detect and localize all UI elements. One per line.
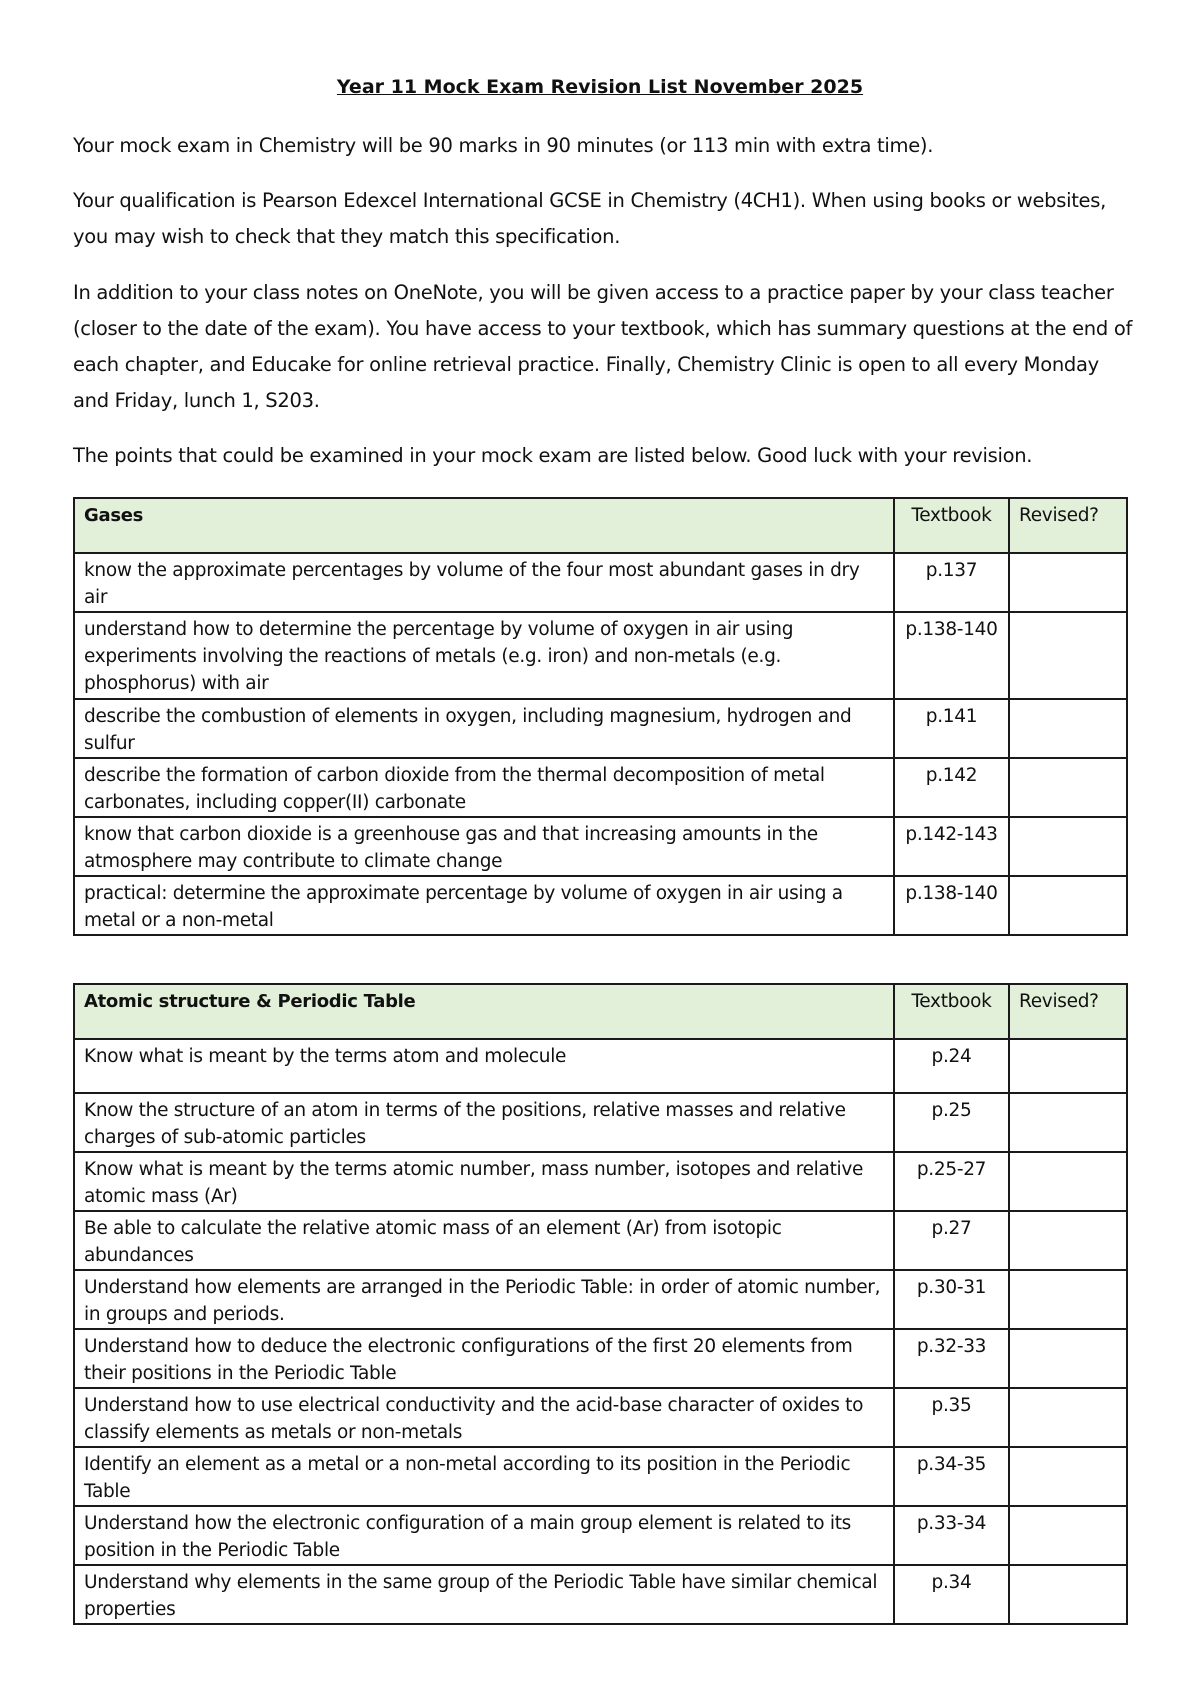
table-header-row	[74, 984, 1127, 1039]
textbook-page-ref: p.32-33	[894, 1329, 1009, 1388]
table-row	[74, 553, 1127, 612]
table-row	[74, 1152, 1127, 1211]
revised-checkbox-cell[interactable]	[1009, 758, 1127, 817]
table-row	[74, 699, 1127, 758]
revised-checkbox-cell[interactable]	[1009, 1211, 1127, 1270]
spec-point-text: describe the formation of carbon dioxide from the thermal decomposition of metal carbonates, including copper(II) carbonate	[74, 758, 894, 817]
intro-paragraph-qualification: Your qualification is Pearson Edexcel International GCSE in Chemistry (4CH1). When using books or websites, you may wish to check that they match this specification.	[73, 189, 1106, 248]
spec-point-text: Know what is meant by the terms atomic number, mass number, isotopes and relative atomic mass (Ar)	[74, 1152, 894, 1211]
textbook-page-ref: p.141	[894, 699, 1009, 758]
textbook-page-ref: p.138-140	[894, 876, 1009, 935]
table-row	[74, 1270, 1127, 1329]
spec-point-text: know that carbon dioxide is a greenhouse gas and that increasing amounts in the atmosphere may contribute to climate change	[74, 817, 894, 876]
revised-column-header: Revised?	[1009, 984, 1127, 1039]
spec-point-text: practical: determine the approximate percentage by volume of oxygen in air using a metal or a non-metal	[74, 876, 894, 935]
revised-checkbox-cell[interactable]	[1009, 1093, 1127, 1152]
table-row	[74, 1388, 1127, 1447]
revised-checkbox-cell[interactable]	[1009, 1506, 1127, 1565]
revised-checkbox-cell[interactable]	[1009, 612, 1127, 699]
textbook-column-header: Textbook	[894, 498, 1009, 553]
intro-paragraph-points: The points that could be examined in your mock exam are listed below. Good luck with your revision.	[73, 444, 1033, 467]
textbook-page-ref: p.30-31	[894, 1270, 1009, 1329]
table-row	[74, 758, 1127, 817]
table-row	[74, 1565, 1127, 1624]
spec-point-text: Know the structure of an atom in terms of the positions, relative masses and relative charges of sub-atomic particles	[74, 1093, 894, 1152]
table-header-row	[74, 498, 1127, 553]
revised-checkbox-cell[interactable]	[1009, 1152, 1127, 1211]
textbook-page-ref: p.27	[894, 1211, 1009, 1270]
revised-checkbox-cell[interactable]	[1009, 817, 1127, 876]
textbook-page-ref: p.34	[894, 1565, 1009, 1624]
spec-point-text: Identify an element as a metal or a non-metal according to its position in the Periodic Table	[74, 1447, 894, 1506]
topic-heading: Gases	[74, 498, 894, 553]
revised-checkbox-cell[interactable]	[1009, 1565, 1127, 1624]
textbook-page-ref: p.24	[894, 1039, 1009, 1093]
revised-column-header: Revised?	[1009, 498, 1127, 553]
textbook-page-ref: p.142-143	[894, 817, 1009, 876]
page-title: Year 11 Mock Exam Revision List November 2025	[336, 76, 864, 98]
spec-point-text: Understand how to use electrical conductivity and the acid-base character of oxides to classify elements as metals or non-metals	[74, 1388, 894, 1447]
table-row	[74, 1506, 1127, 1565]
table-row	[74, 1447, 1127, 1506]
revised-checkbox-cell[interactable]	[1009, 1388, 1127, 1447]
spec-point-text: Be able to calculate the relative atomic mass of an element (Ar) from isotopic abundances	[74, 1211, 894, 1270]
revised-checkbox-cell[interactable]	[1009, 876, 1127, 935]
textbook-page-ref: p.33-34	[894, 1506, 1009, 1565]
table-row	[74, 1039, 1127, 1093]
spec-point-text: Understand how elements are arranged in the Periodic Table: in order of atomic number, in groups and periods.	[74, 1270, 894, 1329]
spec-point-text: describe the combustion of elements in oxygen, including magnesium, hydrogen and sulfur	[74, 699, 894, 758]
gases-table	[73, 497, 1128, 936]
atomic-structure-table	[73, 983, 1128, 1625]
textbook-page-ref: p.25	[894, 1093, 1009, 1152]
table-row	[74, 817, 1127, 876]
textbook-page-ref: p.137	[894, 553, 1009, 612]
table-row	[74, 1211, 1127, 1270]
table-row	[74, 1329, 1127, 1388]
spec-point-text: Understand how to deduce the electronic configurations of the first 20 elements from their positions in the Periodic Table	[74, 1329, 894, 1388]
textbook-page-ref: p.142	[894, 758, 1009, 817]
spec-point-text: know the approximate percentages by volume of the four most abundant gases in dry air	[74, 553, 894, 612]
revised-checkbox-cell[interactable]	[1009, 553, 1127, 612]
intro-paragraph-resources: In addition to your class notes on OneNote, you will be given access to a practice paper by your class teacher (closer to the date of the exam). You have access to your textbook, which has summary questions at the end of each chapter, and Educake for online retrieval practice. Finally, Chemistry Clinic is open to all every Monday and Friday, lunch 1, S203.	[73, 281, 1133, 412]
textbook-page-ref: p.35	[894, 1388, 1009, 1447]
textbook-page-ref: p.34-35	[894, 1447, 1009, 1506]
revised-checkbox-cell[interactable]	[1009, 699, 1127, 758]
spec-point-text: understand how to determine the percentage by volume of oxygen in air using experiments involving the reactions of metals (e.g. iron) and non-metals (e.g. phosphorus) with air	[74, 612, 894, 699]
table-row	[74, 1093, 1127, 1152]
spec-point-text: Understand why elements in the same group of the Periodic Table have similar chemical properties	[74, 1565, 894, 1624]
spec-point-text: Know what is meant by the terms atom and molecule	[74, 1039, 894, 1093]
topic-heading: Atomic structure & Periodic Table	[74, 984, 894, 1039]
textbook-page-ref: p.25-27	[894, 1152, 1009, 1211]
intro-paragraph-exam: Your mock exam in Chemistry will be 90 marks in 90 minutes (or 113 min with extra time).	[73, 134, 934, 157]
revised-checkbox-cell[interactable]	[1009, 1447, 1127, 1506]
textbook-page-ref: p.138-140	[894, 612, 1009, 699]
spec-point-text: Understand how the electronic configuration of a main group element is related to its position in the Periodic Table	[74, 1506, 894, 1565]
textbook-column-header: Textbook	[894, 984, 1009, 1039]
table-row	[74, 876, 1127, 935]
table-row	[74, 612, 1127, 699]
revised-checkbox-cell[interactable]	[1009, 1270, 1127, 1329]
revised-checkbox-cell[interactable]	[1009, 1039, 1127, 1093]
revised-checkbox-cell[interactable]	[1009, 1329, 1127, 1388]
